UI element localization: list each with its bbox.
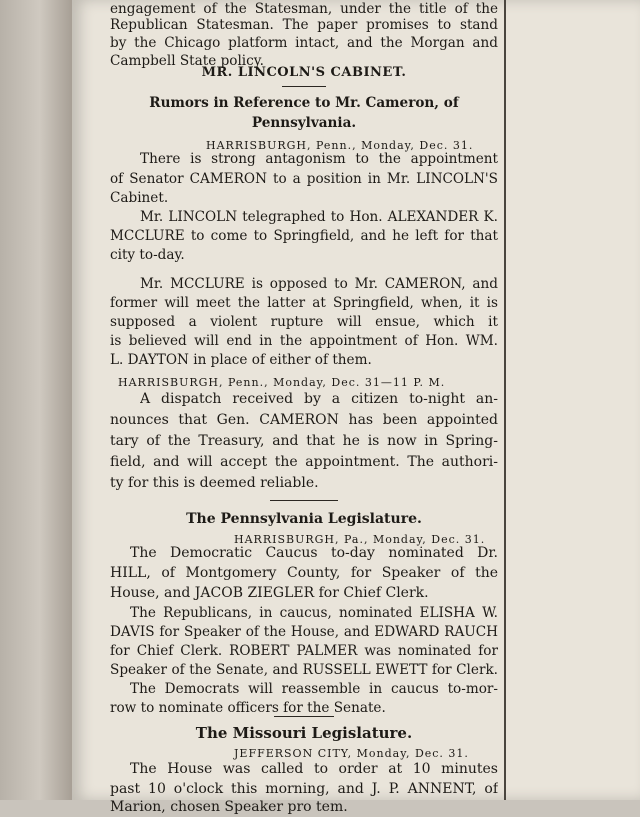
top-text-line: Republican Statesman. The paper promises to stand xyxy=(110,17,498,33)
paragraph-line: House, and JACOB ZIEGLER for Chief Clerk. xyxy=(110,585,429,601)
paragraph-line: The House was called to order at 10 minutes xyxy=(130,761,498,777)
column-rule xyxy=(504,0,506,800)
paragraph-line: Marion, chosen Speaker pro tem. xyxy=(110,799,348,815)
paragraph-line: supposed a violent rupture will ensue, which it xyxy=(110,314,498,330)
paragraph-line: of Senator CAMERON to a position in Mr. LINCOLN'S xyxy=(110,171,498,187)
dateline: JEFFERSON CITY, Monday, Dec. 31. xyxy=(234,747,469,760)
paragraph-line: city to-day. xyxy=(110,247,185,263)
paragraph-line: HILL, of Montgomery County, for Speaker of the xyxy=(110,565,498,581)
section-rule xyxy=(270,500,338,501)
dateline: HARRISBURGH, Penn., Monday, Dec. 31. xyxy=(206,139,474,152)
section-rule xyxy=(274,716,334,717)
top-text-line: by the Chicago platform intact, and the Morgan and xyxy=(110,35,498,51)
top-text-line: engagement of the Statesman, under the title of the xyxy=(110,1,498,17)
missouri-legislature-heading: The Missouri Legislature. xyxy=(195,724,413,742)
paragraph-line: L. DAYTON in place of either of them. xyxy=(110,352,372,368)
lincoln-subheading: Rumors in Reference to Mr. Cameron, of xyxy=(149,95,459,111)
paragraph-line: row to nominate officers for the Senate. xyxy=(110,700,386,716)
heading-rule xyxy=(282,86,326,87)
paragraph-line: Cabinet. xyxy=(110,190,169,206)
dateline: HARRISBURGH, Pa., Monday, Dec. 31. xyxy=(234,533,486,546)
paragraph-line: past 10 o'clock this morning, and J. P. ANNENT, of xyxy=(110,781,498,797)
paragraph-line: tary of the Treasury, and that he is now in Spring- xyxy=(110,433,498,449)
paragraph-line: nounces that Gen. CAMERON has been appointed xyxy=(110,412,498,428)
paragraph-line: DAVIS for Speaker of the House, and EDWARD RAUCH xyxy=(110,624,498,640)
paragraph-line: MCCLURE to come to Springfield, and he left for that xyxy=(110,228,498,244)
paragraph-line: is believed will end in the appointment of Hon. WM. xyxy=(110,333,498,349)
paragraph-line: The Democratic Caucus to-day nominated Dr. xyxy=(130,545,498,561)
paragraph-line: Mr. MCCLURE is opposed to Mr. CAMERON, and xyxy=(140,276,498,292)
paragraph-line: The Democrats will reassemble in caucus to-mor- xyxy=(130,681,498,697)
paragraph-line: for Chief Clerk. ROBERT PALMER was nominated for xyxy=(110,643,498,659)
paragraph-line: There is strong antagonism to the appointment xyxy=(140,151,498,167)
lincoln-subheading: Pennsylvania. xyxy=(251,115,357,131)
facing-page-edge xyxy=(0,0,72,800)
paragraph-line: former will meet the latter at Springfield, when, it is xyxy=(110,295,498,311)
dateline: HARRISBURGH, Penn., Monday, Dec. 31—11 P. M. xyxy=(118,376,446,389)
paragraph-line: A dispatch received by a citizen to-night an- xyxy=(140,391,498,407)
paragraph-line: Mr. LINCOLN telegraphed to Hon. ALEXANDER K. xyxy=(140,209,498,225)
paragraph-line: Speaker of the Senate, and RUSSELL EWETT for Clerk. xyxy=(110,662,498,678)
paragraph-line: The Republicans, in caucus, nominated ELISHA W. xyxy=(130,605,498,621)
paragraph-line: field, and will accept the appointment. The authori- xyxy=(110,454,498,470)
paragraph-line: ty for this is deemed reliable. xyxy=(110,475,319,491)
top-text-line: Campbell State policy. xyxy=(110,53,264,69)
lincoln-cabinet-heading: MR. LINCOLN'S CABINET. xyxy=(201,65,407,80)
penn-legislature-heading: The Pennsylvania Legislature. xyxy=(186,511,422,527)
